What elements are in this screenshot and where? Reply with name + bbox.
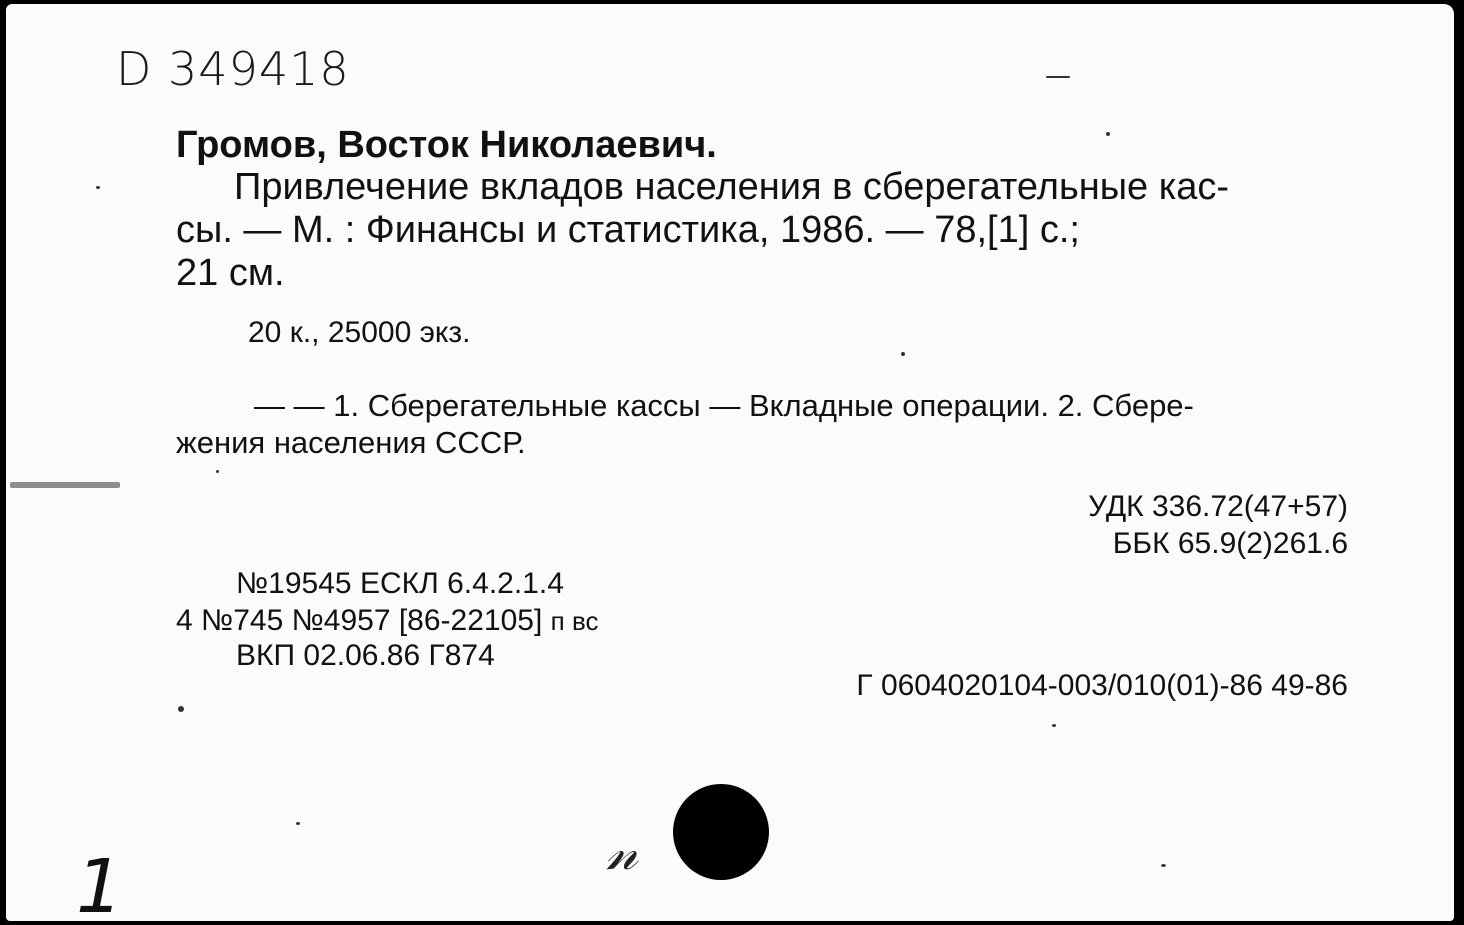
handwritten-number: 1: [76, 844, 124, 921]
tech-line-1: №19545 ЕСКЛ 6.4.2.1.4: [236, 567, 564, 600]
title-line-1: Привлечение вкладов населения в сберегательные кас-: [234, 166, 1229, 208]
tech-line-2-tail: п вс: [550, 606, 599, 636]
catalog-card: [6, 4, 1454, 921]
speck: [178, 706, 184, 712]
speck: [1052, 724, 1056, 727]
punched-hole: [673, 784, 769, 880]
call-number: D 349418: [116, 42, 350, 96]
title-description: [176, 166, 1348, 295]
udk-code: УДК 336.72(47+57): [1088, 490, 1348, 523]
tech-line-2: [176, 604, 598, 638]
title-line-2: сы. — М. : Финансы и статистика, 1986. — 78,[1] с.;: [176, 209, 1080, 251]
subjects-line-2: жения населения СССР.: [176, 425, 526, 460]
bbk-code: ББК 65.9(2)261.6: [1112, 527, 1348, 560]
price-print-run: 20 к., 25000 экз.: [248, 316, 471, 349]
speck: [1106, 132, 1110, 136]
speck: [901, 352, 905, 356]
speck: [10, 482, 120, 488]
author-heading: Громов, Восток Николаевич.: [176, 124, 717, 166]
speck: [96, 186, 100, 189]
speck: [216, 470, 219, 473]
speck: [1161, 864, 1166, 867]
tech-line-3: ВКП 02.06.86 Г874: [236, 639, 495, 672]
speck: [1046, 76, 1070, 78]
subject-headings: [176, 387, 1348, 461]
speck: [296, 822, 300, 825]
title-line-3: 21 см.: [176, 252, 285, 294]
handwritten-mark: 𝓃: [606, 822, 639, 882]
tech-line-2-main: 4 №745 №4957 [86-22105]: [176, 604, 543, 637]
publisher-code: Г 0604020104-003/010(01)-86 49-86: [856, 669, 1348, 702]
subjects-line-1: — — 1. Сберегательные кассы — Вкладные операции. 2. Сбере-: [254, 388, 1194, 423]
